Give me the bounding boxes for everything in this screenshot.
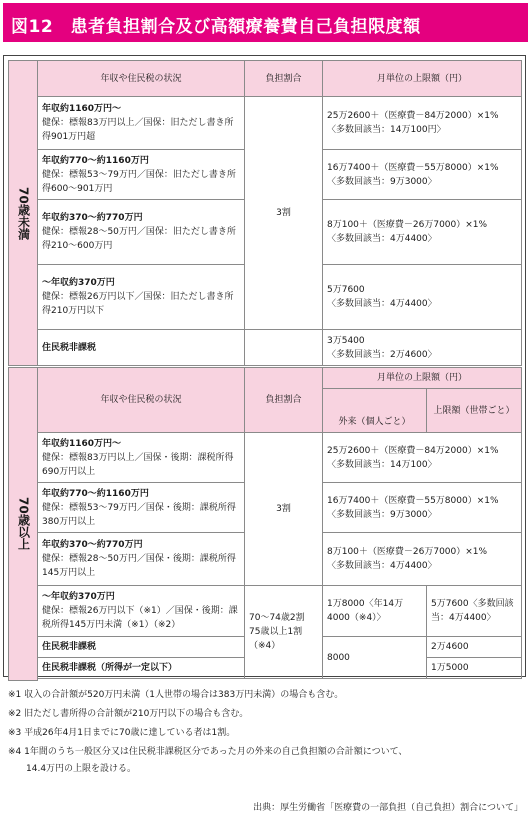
household-cell: 5万7600〈多数回該当：4万4400〉 [427,586,522,637]
title-bar [3,3,528,42]
note-2: ※2 旧ただし書所得の合計額が210万円以下の場合も含む。 [8,709,249,719]
outpatient-cell: 8000 [323,637,427,679]
limit-cell: 8万100＋（医療費－26万7000）×1% 〈多数回該当：4万4400〉 [323,533,522,586]
limit-cell: 8万100＋（医療費－26万7000）×1% 〈多数回該当：4万4400〉 [323,200,522,265]
header-limit: 月単位の上限額（円） [323,368,522,389]
ratio-cell: 3割 [245,433,323,586]
header-outpatient: 外来（個人ごと） [323,389,427,433]
header-income: 年収や住民税の状況 [38,61,245,97]
household-cell: 2万4600 [427,637,522,658]
note-1: ※1 収入の合計額が520万円未満（1人世帯の場合は383万円未満）の場合も含む。 [8,690,344,700]
note-4: ※4 1年間のうち一般区分又は住民税非課税区分であった月の外来の自己負担額の合計額について、 [8,747,408,757]
income-cell: 年収約1160万円～ 健保：標報83万円以上／国保・後期：課税所得690万円以上 [38,433,245,483]
header-ratio: 負担割合 [245,61,323,97]
household-cell: 1万5000 [427,658,522,679]
limit-cell: 16万7400＋（医療費－55万8000）×1% 〈多数回該当：9万3000〉 [323,483,522,533]
header-income: 年収や住民税の状況 [38,368,245,433]
outpatient-cell: 1万8000〈年14万4000（※4）〉 [323,586,427,637]
header-household: 上限額（世帯ごと） [427,389,522,433]
limit-cell: 25万2600＋（医療費－84万2000）×1% 〈多数回該当：14万100円〉 [323,97,522,150]
limit-cell: 3万5400 〈多数回該当：2万4600〉 [323,330,522,366]
income-cell: ～年収約370万円 健保：標報26万円以下（※1）／国保・後期：課税所得145万円未満（※1）（※2） [38,586,245,637]
ratio-cell: 3割 [245,97,323,330]
income-cell: 年収約370～約770万円 健保：標報28～50万円／国保：旧ただし書き所得210～600万円 [38,200,245,265]
income-cell: 住民税非課税 [38,330,245,366]
income-cell: ～年収約370万円 健保：標報26万円以下／国保：旧ただし書き所得210万円以下 [38,265,245,330]
age-label-70-plus: 70歳以上 [9,368,38,681]
income-cell: 年収約770～約1160万円 健保：標報53～79万円／国保：旧ただし書き所得600～901万円 [38,150,245,200]
source-credit: 出典：厚生労働省「医療費の一部負担（自己負担）割合について」 [253,803,523,813]
income-cell: 年収約370～約770万円 健保：標報28～50万円／国保・後期：課税所得145万円以上 [38,533,245,586]
header-ratio: 負担割合 [245,368,323,433]
figure-title: 図12 患者負担割合及び高額療養費自己負担限度額 [11,17,421,37]
header-limit: 月単位の上限額（円） [323,61,522,97]
limit-cell: 5万7600 〈多数回該当：4万4400〉 [323,265,522,330]
limit-cell: 16万7400＋（医療費－55万8000）×1% 〈多数回該当：9万3000〉 [323,150,522,200]
ratio-cell-reduced: 70～74歳2割 75歳以上1割（※4） [245,586,323,679]
income-cell: 年収約770～約1160万円 健保：標報53～79万円／国保・後期：課税所得380万円以上 [38,483,245,533]
age-label-under-70: 70歳未満 [9,61,38,366]
table-70-plus [8,367,522,681]
income-cell: 年収約1160万円～ 健保：標報83万円以上／国保：旧ただし書き所得901万円超 [38,97,245,150]
table-under-70 [8,60,522,366]
note-4-cont: 14.4万円の上限を設ける。 [8,764,137,774]
income-cell: 住民税非課税（所得が一定以下） [38,658,245,679]
income-cell: 住民税非課税 [38,637,245,658]
note-3: ※3 平成26年4月1日までに70歳に達している者は1割。 [8,728,236,738]
limit-cell: 25万2600＋（医療費－84万2000）×1% 〈多数回該当：14万100〉 [323,433,522,483]
ratio-empty [245,330,323,366]
